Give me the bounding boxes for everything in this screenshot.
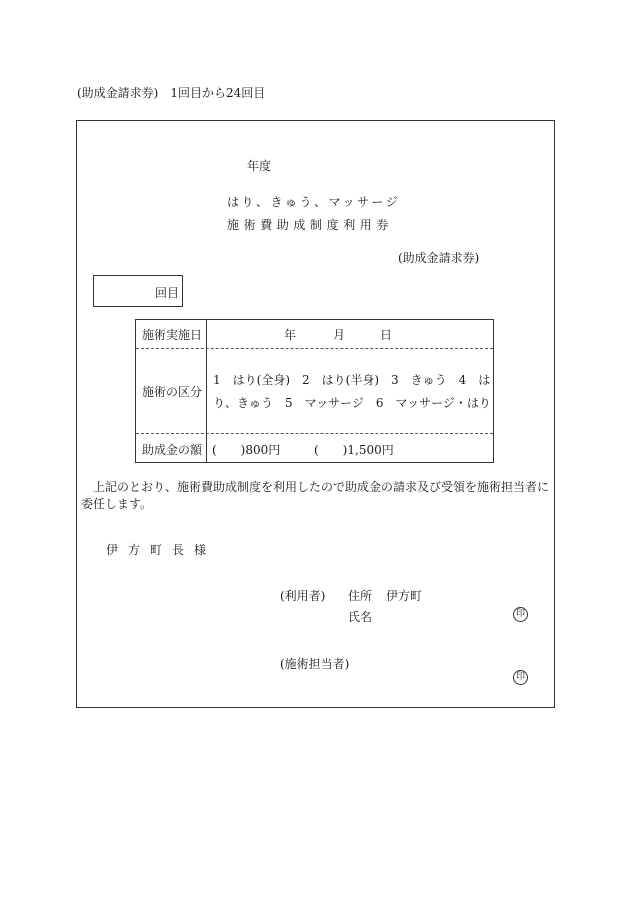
name-label: 氏名 bbox=[348, 610, 373, 624]
delegation-statement-line-2: 委任します。 bbox=[81, 497, 153, 511]
delegation-statement-line-1: 上記のとおり、施術費助成制度を利用したので助成金の請求及び受領を施術担当者に bbox=[93, 480, 550, 494]
table-row-divider bbox=[136, 433, 493, 434]
practitioner-label: (施術担当者) bbox=[280, 657, 350, 671]
fiscal-year-label: 年度 bbox=[247, 159, 272, 173]
address-field[interactable]: 伊方町 bbox=[386, 589, 423, 603]
subsidy-amount-label: 助成金の額 bbox=[142, 443, 203, 457]
practitioner-seal-icon: 印 bbox=[513, 670, 528, 685]
treatment-date-label: 施術実施日 bbox=[142, 328, 203, 342]
treatment-type-options-line-2[interactable]: り、きゅう 5 マッサージ 6 マッサージ・はり bbox=[213, 396, 491, 410]
address-label: 住所 bbox=[348, 589, 373, 603]
table-row-divider bbox=[136, 348, 493, 349]
date-year-field[interactable]: 年 bbox=[284, 328, 297, 342]
addressee: 伊方町長様 bbox=[106, 543, 217, 557]
treatment-type-options-line-1[interactable]: 1 はり(全身) 2 はり(半身) 3 きゅう 4 は bbox=[213, 373, 491, 387]
title-line-2: 施術費助成制度利用券 bbox=[227, 218, 394, 232]
amount-option-800[interactable]: ( )800円 bbox=[212, 443, 281, 457]
user-seal-icon: 印 bbox=[513, 607, 528, 622]
date-month-field[interactable]: 月 bbox=[333, 328, 346, 342]
visit-count-label: 回目 bbox=[155, 286, 180, 300]
document-header: (助成金請求券) 1回目から24回目 bbox=[77, 86, 266, 100]
table-column-divider bbox=[206, 319, 207, 463]
amount-option-1500[interactable]: ( )1,500円 bbox=[314, 443, 394, 457]
treatment-type-label: 施術の区分 bbox=[142, 385, 203, 399]
date-day-field[interactable]: 日 bbox=[380, 328, 393, 342]
voucher-tag: (助成金請求券) bbox=[398, 251, 480, 265]
user-label: (利用者) bbox=[280, 589, 326, 603]
title-line-1: はり、きゅう、マッサージ bbox=[227, 195, 401, 209]
